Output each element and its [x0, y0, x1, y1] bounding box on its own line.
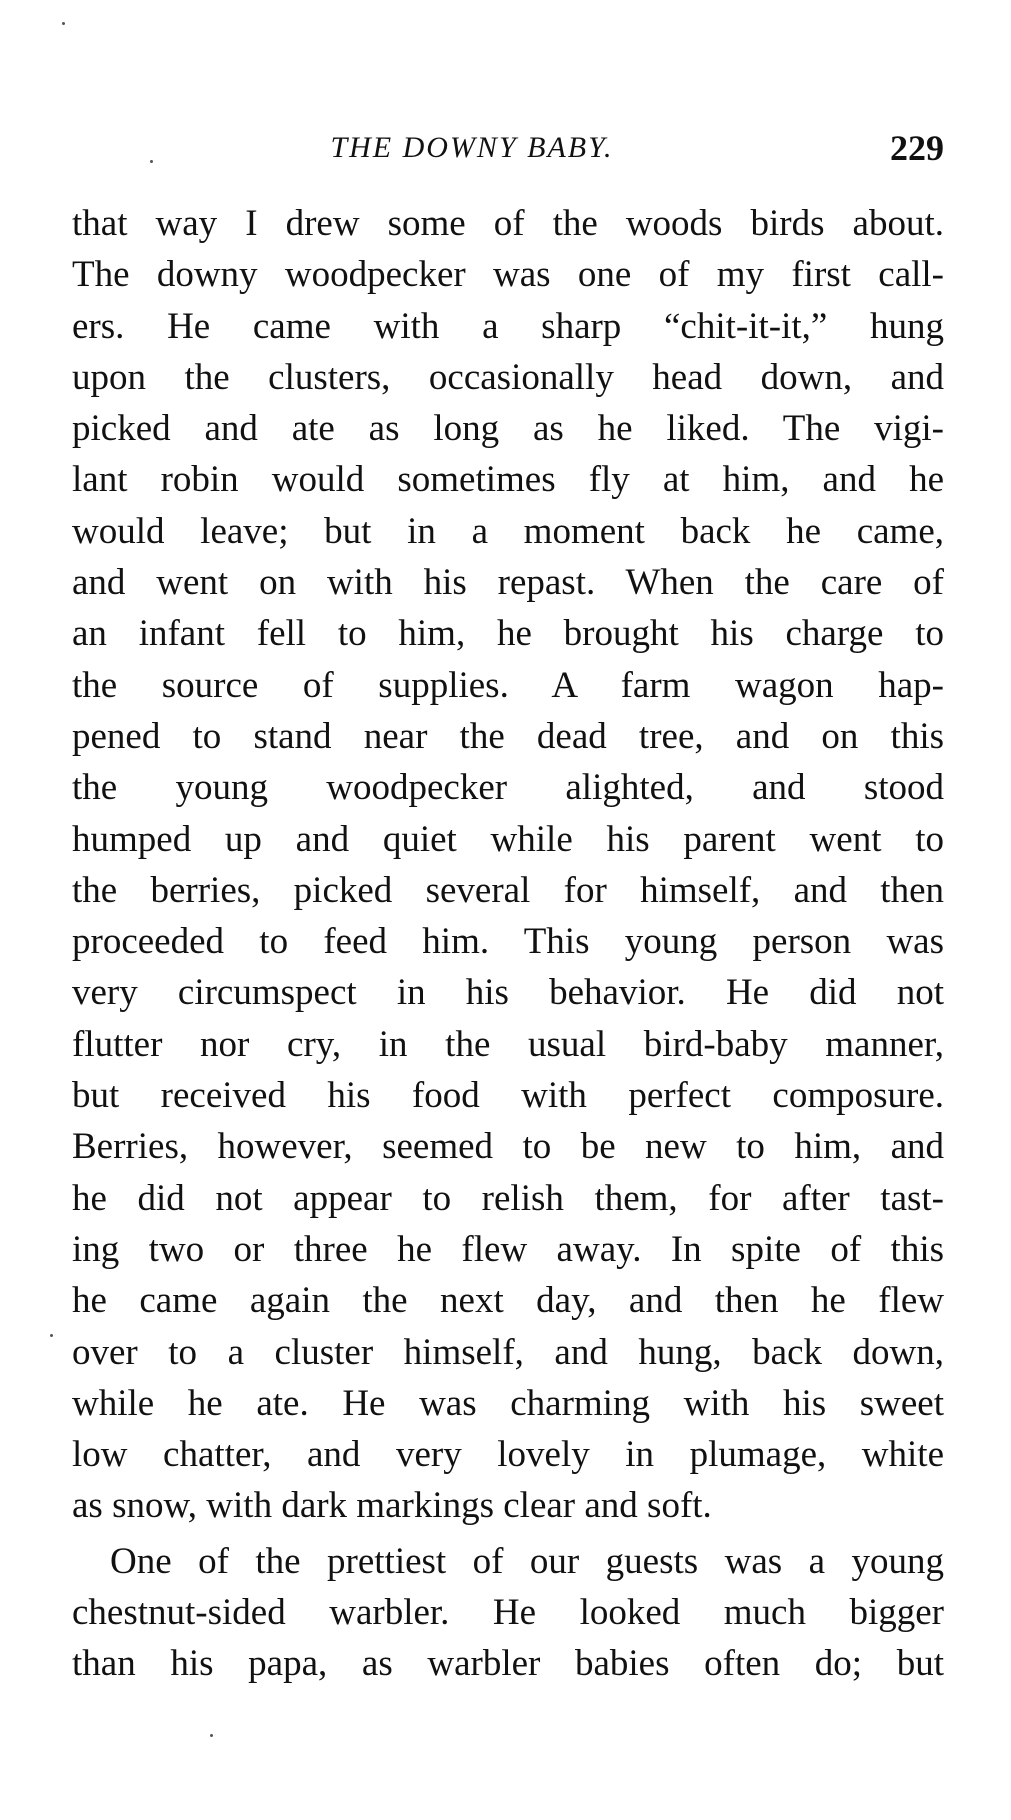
paper-speck — [150, 160, 153, 163]
text-line: The downy woodpecker was one of my first call- — [72, 254, 944, 296]
text-line: but received his food with perfect composure. — [72, 1075, 944, 1117]
text-line: low chatter, and very lovely in plumage, white — [72, 1434, 944, 1476]
text-line: lant robin would sometimes fly at him, and he — [72, 459, 944, 501]
text-line: Berries, however, seemed to be new to him, and — [72, 1126, 944, 1168]
text-line: picked and ate as long as he liked. The vigi- — [72, 408, 944, 450]
text-line: pened to stand near the dead tree, and on this — [72, 715, 944, 757]
text-line: upon the clusters, occasionally head down, and — [72, 356, 944, 398]
text-line: humped up and quiet while his parent went to — [72, 818, 944, 860]
text-line: he did not appear to relish them, for after tast- — [72, 1177, 944, 1219]
text-line: flutter nor cry, in the usual bird-baby manner, — [72, 1023, 944, 1065]
text-line: than his papa, as warbler babies often do; but — [72, 1643, 944, 1685]
text-line: the source of supplies. A farm wagon hap- — [72, 664, 944, 706]
text-line: the berries, picked several for himself, and then — [72, 869, 944, 911]
text-line: he came again the next day, and then he flew — [72, 1280, 944, 1322]
page-number: 229 — [890, 128, 944, 168]
text-line: would leave; but in a moment back he came, — [72, 510, 944, 552]
body-text — [72, 198, 944, 1690]
text-line: an infant fell to him, he brought his charge to — [72, 613, 944, 655]
text-line: proceeded to feed him. This young person was — [72, 921, 944, 963]
paper-speck — [210, 1734, 213, 1737]
running-title: THE DOWNY BABY. — [330, 131, 614, 164]
text-line: One of the prettiest of our guests was a young — [110, 1540, 944, 1582]
text-line: the young woodpecker alighted, and stood — [72, 767, 944, 809]
paragraph-2 — [72, 1536, 944, 1690]
text-line: and went on with his repast. When the care of — [72, 562, 944, 604]
text-line: that way I drew some of the woods birds about. — [72, 203, 944, 244]
text-line: very circumspect in his behavior. He did not — [72, 972, 944, 1014]
paper-speck — [62, 22, 65, 25]
text-line: ers. He came with a sharp “chit-it-it,” hung — [72, 305, 944, 347]
text-line: as snow, with dark markings clear and soft. — [72, 1485, 712, 1527]
text-line: chestnut-sided warbler. He looked much bigger — [72, 1592, 944, 1634]
paragraph-1 — [72, 198, 944, 1532]
text-line: while he ate. He was charming with his sweet — [72, 1382, 944, 1424]
paper-speck — [50, 1334, 53, 1337]
text-line: ing two or three he flew away. In spite of this — [72, 1228, 944, 1270]
text-line: over to a cluster himself, and hung, back down, — [72, 1331, 944, 1373]
running-head — [72, 126, 944, 170]
